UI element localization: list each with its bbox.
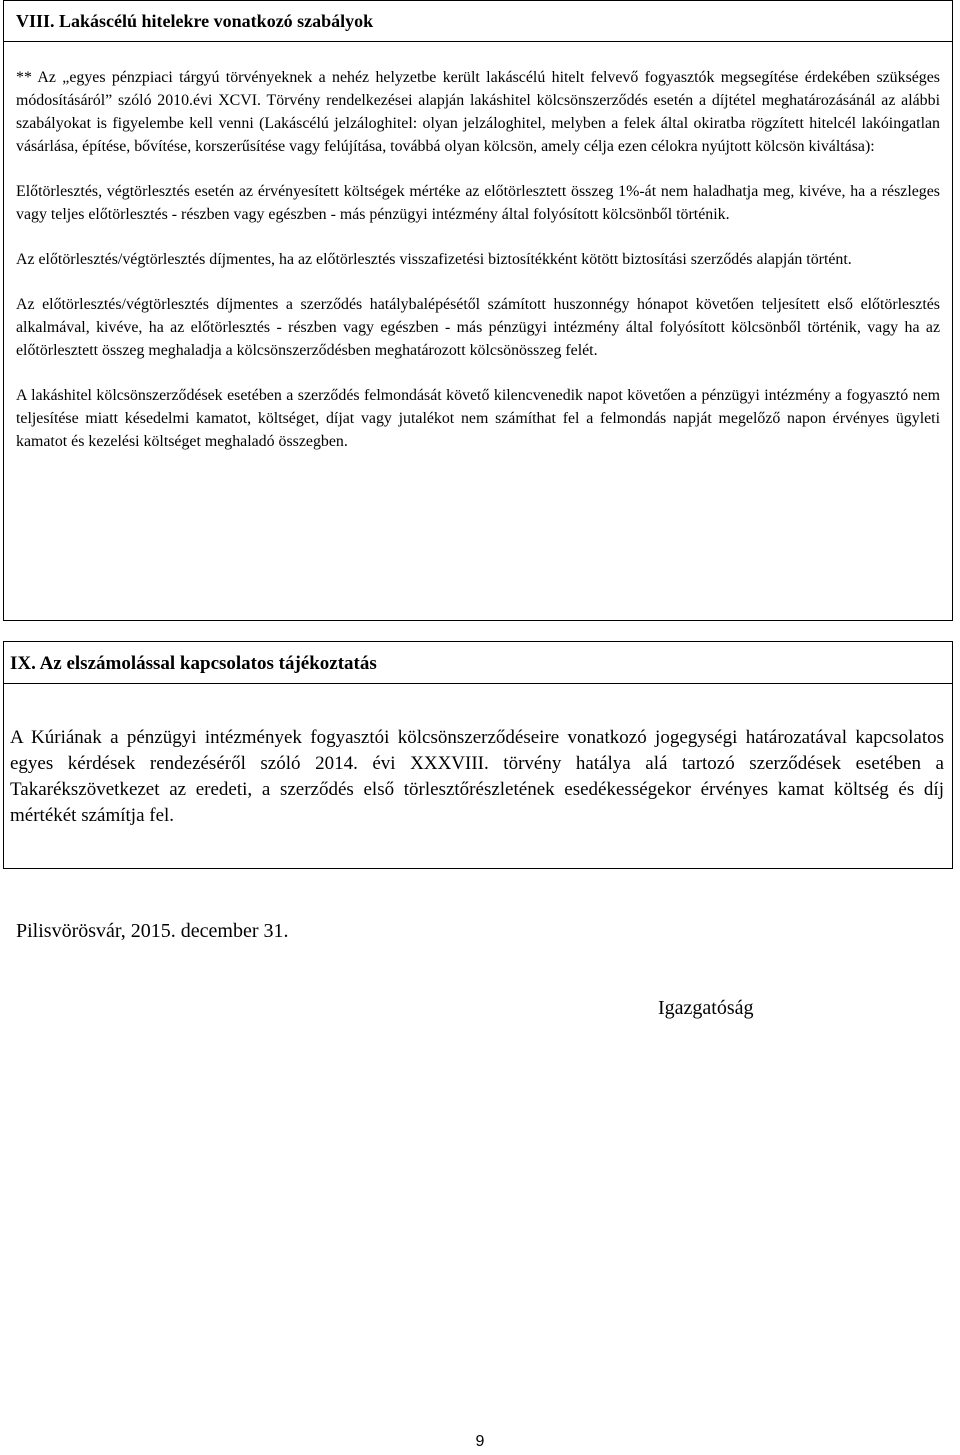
- page-number: 9: [475, 1433, 485, 1450]
- section-ix-body: [4, 684, 952, 829]
- section-viii-paragraph-4: Az előtörlesztés/végtörlesztés díjmentes a szerződés hatálybalépésétől számított huszonnégy hónapot követően teljesített első előtörlesztés alkalmával, kivéve, ha az előtörlesztés - részben vagy egészben - más pénzügyi intézmény által folyósított kölcsönből történik, vagy ha az előtörlesztett összeg meghaladja a kölcsönszerződésben meghatározott kölcsönösszeg felét.: [16, 296, 940, 359]
- signature: Igazgatóság: [658, 997, 754, 1019]
- section-viii-paragraph-1: ** Az „egyes pénzpiaci tárgyú törvényeknek a nehéz helyzetbe került lakáscélú hitelt felvevő fogyasztók megsegítése érdekében szükséges módosításáról” szóló 2010.évi XCVI. Törvény rendelkezései alapján lakáshitel kölcsönszerződés esetén a díjtétel meghatározásánál az alábbi szabályokat is figyelembe kell venni (Lakáscélú jelzáloghitel: olyan jelzáloghitel, melyben a felek által okiratba rögzített hitelcél lakóingatlan vásárlása, építése, bővítése, korszerűsítése vagy felújítása, továbbá olyan kölcsön, amely célja ezen célokra nyújtott kölcsön kiváltása):: [16, 69, 940, 155]
- section-ix-paragraph: A Kúriának a pénzügyi intézmények fogyasztói kölcsönszerződéseire vonatkozó jogegységi határozatával kapcsolatos egyes kérdések rendezéséről szóló 2014. évi XXXVIII. törvény hatálya alá tartozó szerződések esetében a Takarékszövetkezet az eredeti, a szerződés első törlesztőrészletének esedékességekor érvényes kamat költség és díj mértékét számítja fel.: [10, 727, 944, 826]
- section-viii-paragraph-3: Az előtörlesztés/végtörlesztés díjmentes, ha az előtörlesztés visszafizetési biztosítékként kötött biztosítási szerződés alapján történt.: [16, 251, 852, 268]
- section-viii-paragraph-2: Előtörlesztés, végtörlesztés esetén az érvényesített költségek mértéke az előtörlesztett összeg 1%-át nem haladhatja meg, kivéve, ha a részleges vagy teljes előtörlesztés - részben vagy egészben - más pénzügyi intézmény által folyósított kölcsönből történik.: [16, 183, 940, 223]
- section-ix-box: [3, 641, 953, 869]
- section-viii-body: [4, 42, 952, 453]
- section-viii-paragraph-5: A lakáshitel kölcsönszerződések esetében a szerződés felmondását követő kilencvenedik napot követően a pénzügyi intézmény a fogyasztó nem teljesítése miatt késedelmi kamatot, költséget, díjat vagy jutalékot nem számíthat fel a felmondás napját megelőző napon érvényes ügyleti kamatot és kezelési költséget meghaladó összegben.: [16, 387, 940, 450]
- section-viii-title: VIII. Lakáscélú hitelekre vonatkozó szabályok: [4, 1, 952, 42]
- place-date: Pilisvörösvár, 2015. december 31.: [16, 920, 289, 942]
- section-viii-box: [3, 0, 953, 621]
- section-ix-title: IX. Az elszámolással kapcsolatos tájékoztatás: [4, 642, 952, 684]
